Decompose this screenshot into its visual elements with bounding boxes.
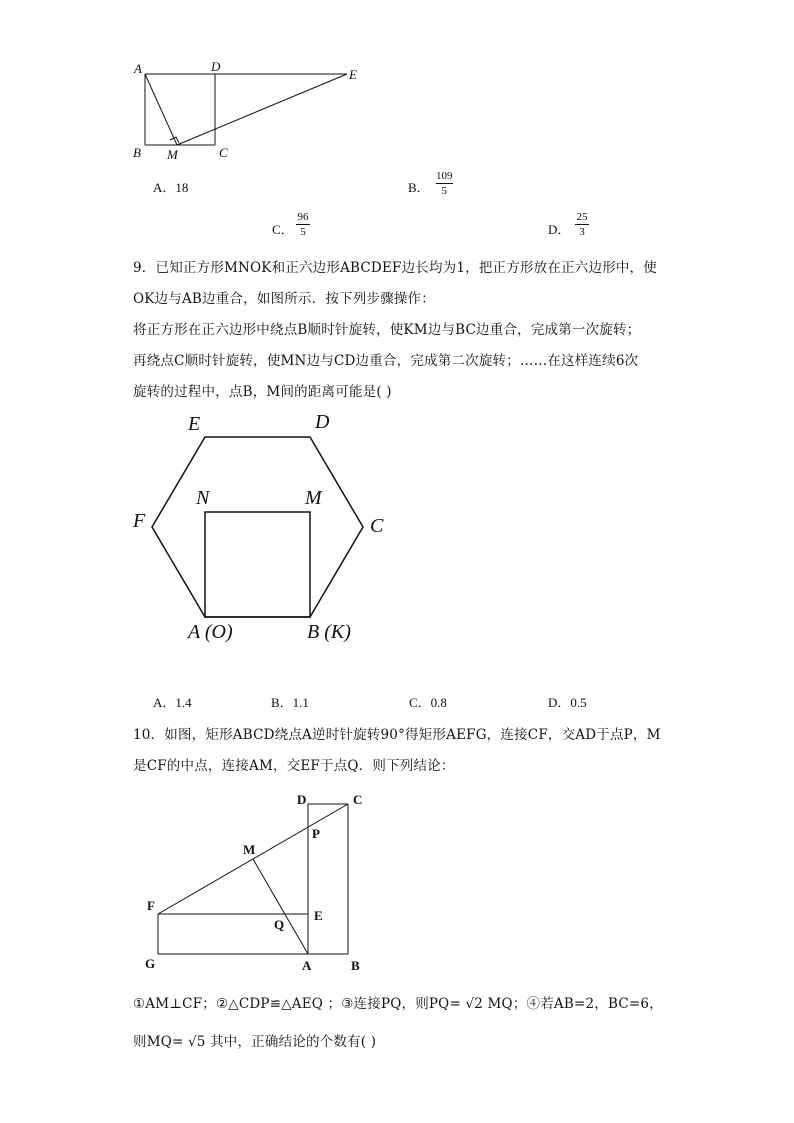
q9-line-1: 9．已知正方形MNOK和正六边形ABCDEF边长均为1，把正方形放在正六边形中，使 (133, 260, 657, 276)
fig9-label-f: F (133, 510, 146, 532)
fig10-label-a: A (302, 958, 312, 973)
q10-line-1: 10．如图，矩形ABCD绕点A逆时针旋转90°得矩形AEFG，连接CF，交AD于点P，M (133, 727, 661, 743)
q8-option-d-fraction: 25 3 (576, 211, 588, 238)
fig9-label-e: E (188, 413, 201, 435)
fig9-label-m: M (305, 487, 322, 509)
q8-option-b-fraction: 109 5 (436, 170, 453, 197)
fig8-label-m: M (167, 147, 178, 162)
fig9-label-a-o: A (O) (188, 621, 233, 643)
fig10-label-g: G (145, 956, 156, 971)
fig10-label-e: E (314, 908, 323, 923)
q9-option-c[interactable]: C．0.8 (409, 695, 447, 710)
fig8-label-b: B (133, 145, 141, 160)
q8-option-d[interactable]: D． (548, 222, 571, 237)
fig9-label-n: N (196, 487, 210, 509)
fig10-label-m: M (243, 842, 256, 857)
fig8-label-d: D (211, 59, 221, 74)
square (205, 512, 310, 617)
q10-line-2: 是CF的中点，连接AM，交EF于点Q．则下列结论： (133, 758, 455, 774)
q9-option-d[interactable]: D．0.5 (548, 695, 587, 710)
fig10-label-b: B (351, 958, 360, 973)
fig10-label-d: D (297, 792, 307, 807)
hexagon (152, 437, 363, 617)
q9-option-b[interactable]: B．1.1 (271, 695, 309, 710)
fig8-label-e: E (349, 67, 357, 82)
fig8-label-a: A (134, 61, 142, 76)
fig10-label-q: Q (274, 917, 285, 932)
q8-option-c-fraction: 96 5 (297, 211, 309, 238)
q10-line-3: ①AM⊥CF；②△CDP≌△AEQ ；③连接PQ，则PQ= √2 MQ；④若AB=2，BC=6， (133, 996, 663, 1012)
q9-line-3: 将正方形在正六边形中绕点B顺时针旋转，使KM边与BC边重合，完成第一次旋转； (133, 322, 641, 338)
q10-line-4: 则MQ= √5 其中，正确结论的个数有( ) (133, 1034, 377, 1050)
q8-option-a[interactable]: A．18 (153, 180, 189, 195)
fig10-label-f: F (147, 898, 155, 913)
q9-option-a[interactable]: A．1.4 (153, 695, 192, 710)
q9-line-2: OK边与AB边重合，如图所示．按下列步骤操作： (133, 291, 435, 307)
fig8-label-c: C (219, 145, 228, 160)
fig9-label-d: D (315, 411, 330, 433)
q8-option-c[interactable]: C． (272, 222, 294, 237)
q8-option-b[interactable]: B． (408, 180, 430, 195)
fig10-label-p: P (312, 826, 320, 841)
q9-line-4: 再绕点C顺时针旋转，使MN边与CD边重合，完成第二次旋转；……在这样连续6次 (133, 353, 639, 369)
q9-line-5: 旋转的过程中，点B，M间的距离可能是( ) (133, 384, 392, 400)
fig9-label-b-k: B (K) (307, 621, 351, 643)
fig10-label-c: C (353, 792, 363, 807)
fig9-label-c: C (370, 515, 384, 537)
